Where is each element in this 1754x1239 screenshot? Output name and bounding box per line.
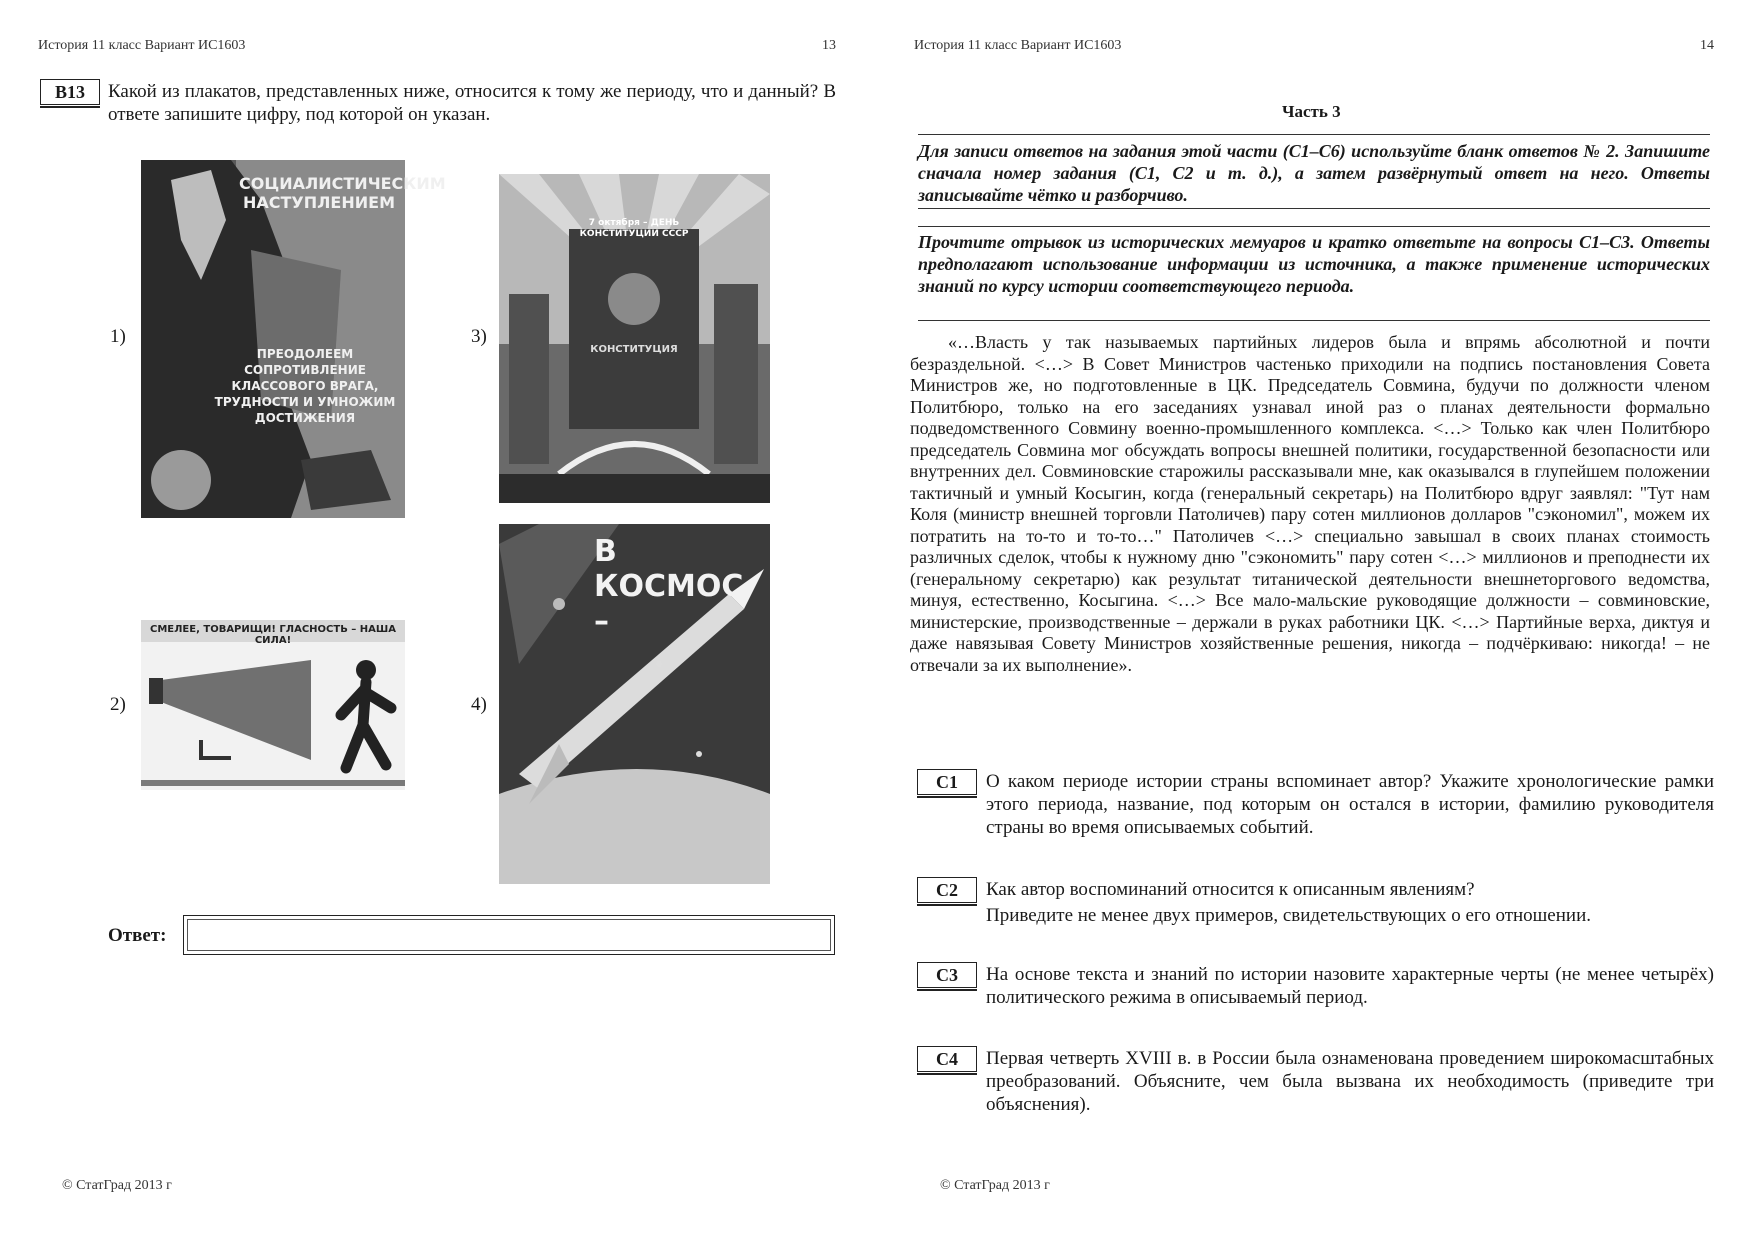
poster-3-label: 3) — [471, 326, 487, 347]
task-text: Какой из плакатов, представленных ниже, относится к тому же периоду, что и данный? В ответе запишите цифру, под которой он указан. — [108, 81, 836, 125]
part-title: Часть 3 — [1282, 102, 1341, 121]
divider — [918, 226, 1710, 227]
footer: © СтатГрад 2013 г — [62, 1178, 172, 1193]
page-number: 14 — [1700, 38, 1714, 53]
question-label-c2: C2 — [917, 877, 977, 903]
divider — [918, 134, 1710, 135]
poster-3-banner: 7 октября – ДЕНЬ КОНСТИТУЦИИ СССР — [579, 218, 689, 239]
poster-3 — [499, 174, 770, 503]
question-c3-text: На основе текста и знаний по истории назовите характерные черты (не менее четырёх) политического режима в описываемый период. — [986, 964, 1714, 1008]
instructions: Для записи ответов на задания этой части (С1–С6) используйте бланк ответов № 2. Запишите сначала номер задания (С1, С2 и т. д.), а затем развёрнутый ответ на него. Ответы записывайте чётко и разборчиво. — [918, 141, 1710, 205]
footer: © СтатГрад 2013 г — [940, 1178, 1050, 1193]
question-label-c1: C1 — [917, 769, 977, 795]
poster-1-title: СОЦИАЛИСТИЧЕСКИМ НАСТУПЛЕНИЕМ — [239, 174, 446, 212]
answer-box[interactable] — [183, 915, 835, 955]
divider — [918, 208, 1710, 209]
question-c2-text: Как автор воспоминаний относится к описанным явлениям? — [986, 879, 1475, 900]
poster-2-label: 2) — [110, 694, 126, 715]
memoir-excerpt: «…Власть у так называемых партийных лидеров была и впрямь абсолютной и почти безраздельной. <…> В Совет Министров частенько приходили на подпись постановления Совета Министров же, но подготовленные в ЦК. Председатель Совмина, будучи по должности членом Политбюро, только на его заседаниях узнавал иной раз о планах деятельности формально подведомственного Совмину военно-промышленного комплекса. <…> Только как член Политбюро председатель Совмина мог обсуждать вопросы внешней политики, государственной безопасности или внутренних дел. Совминовские старожилы рассказывали мне, как оказывался в глупейшем положении тактичный и умный Косыгин, когда (генеральный секретарь) на Политбюро вдруг заявлял: "Тут нам Коля (министр внешней торговли Патоличев) пару сотен миллионов долларов "сэкономил", можем их потратить на то-то и то-то…" Патоличев <…> специально завышал в своих планах стоимость различных сделок, чтобы к нужному дню "сэкономить" пару сотен <…> миллионов и преподнести их (генеральному секретарю) как результат титанической деятельности внешнеторгового ведомства, минуя, естественно, Косыгина. <…> Все мало-мальские руководящие должности – совминовские, министерские, производственные – держали в руках работники ЦК. <…> Партийные верха, диктуя и даже навязывая Совету Министров хозяйственные решения, никогда – подчёркиваю: никогда! – не отвечали за их выполнение». — [910, 332, 1710, 675]
page-header: История 11 класс Вариант ИС1603 — [914, 38, 1122, 53]
question-label-c3: C3 — [917, 962, 977, 988]
question-c4-text: Первая четверть XVIII в. в России была ознаменована проведением широкомасштабных преобразований. Объясните, чем была вызвана их необходимость (приведите три объяснения). — [986, 1048, 1714, 1115]
poster-1-label: 1) — [110, 326, 126, 347]
poster-1-slogan: ПРЕОДОЛЕЕМ СОПРОТИВЛЕНИЕ КЛАССОВОГО ВРАГА, ТРУДНОСТИ И УМНОЖИМ ДОСТИЖЕНИЯ — [214, 347, 396, 425]
answer-label: Ответ: — [108, 925, 167, 946]
read-prompt: Прочтите отрывок из исторических мемуаров и кратко ответьте на вопросы С1–С3. Ответы предполагают использование информации из источника, а также применение исторических знаний по курсу истории соответствующего периода. — [918, 232, 1710, 296]
question-c2-text-2: Приведите не менее двух примеров, свидетельствующих о его отношении. — [986, 905, 1591, 926]
page-header: История 11 класс Вариант ИС1603 — [38, 38, 246, 53]
question-c1-text: О каком периоде истории страны вспоминает автор? Укажите хронологические рамки этого периода, название, под которым он остался в истории, фамилию руководителя страны во время описываемых событий. — [986, 771, 1714, 838]
divider — [918, 320, 1710, 321]
poster-4-title: В КОСМОС – — [594, 534, 744, 639]
poster-2-banner: СМЕЛЕЕ, ТОВАРИЩИ! ГЛАСНОСТЬ – НАША СИЛА! — [150, 624, 396, 646]
poster-1 — [141, 160, 446, 518]
answer-input[interactable] — [187, 919, 831, 951]
poster-4-label: 4) — [471, 694, 487, 715]
poster-2 — [141, 620, 405, 790]
poster-4 — [499, 524, 770, 884]
task-label-b13: B13 — [40, 79, 100, 105]
poster-3-book-title: КОНСТИТУЦИЯ — [590, 344, 678, 355]
question-label-c4: C4 — [917, 1046, 977, 1072]
page-number: 13 — [822, 38, 836, 53]
